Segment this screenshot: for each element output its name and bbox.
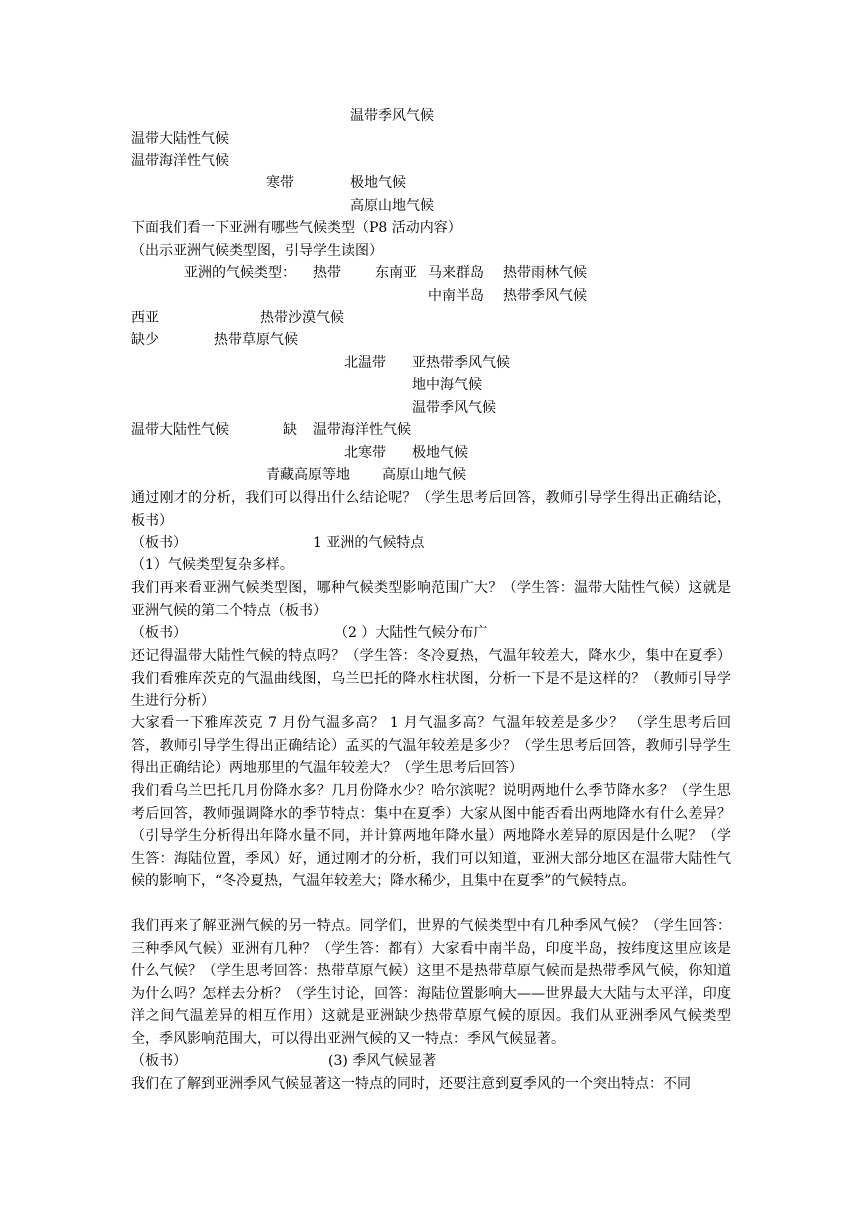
board-heading: 1 亚洲的气候特点 [313,535,425,551]
climate-line: 热带沙漠气候 [260,310,344,326]
climate-line: 温带季风气候 [412,400,496,416]
paragraph: 大家看一下雅库茨克 7 月份气温多高？ 1 月气温多高？气温年较差是多少？ （学生思考后回答，教师引导学生得出正确结论）孟买的气温年较差是多少？（学生思考后回答，教师引导学生得出正确结论）两地那里的气温年较差大？（学生思考后回答） [131,715,731,776]
board-heading: (3) 季风气候显著 [328,1053,437,1069]
climate-line: 高原山地气候 [382,467,466,483]
board-label: （板书） [131,535,187,551]
region-label: 缺少 [131,332,159,348]
paragraph: 我们再来看亚洲气候类型图，哪种气候类型影响范围广大？（学生答：温带大陆性气候）这就是亚洲气候的第二个特点（板书） [131,580,731,619]
paragraph: 我们再来了解亚洲气候的另一特点。同学们，世界的气候类型中有几种季风气候？（学生回答：三种季风气候）亚洲有几种？（学生答：都有）大家看中南半岛，印度半岛，按纬度这里应该是什么气候？（学生思考回答：热带草原气候）这里不是热带草原气候而是热带季风气候，你知道为什么吗？怎样去分析？（学生讨论，回答：海陆位置影响大——世界最大大陆与太平洋，印度洋之间气温差异的相互作用）这就是亚洲缺少热带草原气候的原因。我们从亚洲季风气候类型全，季风影响范围大，可以得出亚洲气候的又一特点：季风气候显著。 [131,918,731,1047]
zone-label: 北温带 [344,355,386,371]
climate-line: 热带草原气候 [214,332,298,348]
climate-line: 温带大陆性气候 [131,131,229,147]
climate-line: 地中海气候 [412,377,482,393]
zone-label: 北寒带 [344,445,386,461]
climate-line: 热带季风气候 [503,288,587,304]
board-label: （板书） [131,625,187,641]
region-label: 马来群岛 [428,265,484,281]
climate-line: 极地气候 [412,445,468,461]
list-heading: 亚洲的气候类型： [184,265,296,281]
climate-line: 温带海洋性气候 [313,422,411,438]
board-label: （板书） [131,1053,187,1069]
text-line: 下面我们看一下亚洲有哪些气候类型（P8 活动内容） [131,220,462,236]
paragraph: 通过刚才的分析，我们可以得出什么结论呢？（学生思考后回答，教师引导学生得出正确结论，板书） [131,490,731,529]
climate-line: 亚热带季风气候 [412,355,510,371]
region-label: 西亚 [131,310,159,326]
climate-line: 温带海洋性气候 [131,153,229,169]
paragraph: 我们看乌兰巴托几月份降水多？几月份降水少？哈尔滨呢？说明两地什么季节降水多？（学生思考后回答，教师强调降水的季节特点：集中在夏季）大家从图中能否看出两地降水有什么差异？（引导学生分析得出年降水量不同，并计算两地年降水量）两地降水差异的原因是什么呢？（学生答：海陆位置，季风）好，通过刚才的分析，我们可以知道，亚洲大部分地区在温带大陆性气候的影响下，“冬冷夏热，气温年较差大；降水稀少，且集中在夏季”的气候特点。 [131,783,731,889]
paragraph: 还记得温带大陆性气候的特点吗？（学生答：冬冷夏热，气温年较差大，降水少，集中在夏季）我们看雅库茨克的气温曲线图，乌兰巴托的降水柱状图，分析一下是不是这样的？（教师引导学生进行分析） [131,648,731,709]
climate-line: 极地气候 [350,175,406,191]
climate-line: 高原山地气候 [350,198,434,214]
climate-line: 温带季风气候 [350,108,434,124]
region-label: 中南半岛 [428,288,484,304]
region-label: 青藏高原等地 [266,467,350,483]
zone-label: 热带 [313,265,341,281]
region-label: 缺 [283,422,297,438]
text-line: （1）气候类型复杂多样。 [131,557,294,573]
board-heading: （2 ）大陆性气候分布广 [334,625,488,641]
region-label: 东南亚 [375,265,417,281]
climate-line: 热带雨林气候 [503,265,587,281]
text-line: 我们在了解到亚洲季风气候显著这一特点的同时，还要注意到夏季风的一个突出特点：不同 [131,1076,691,1092]
text-line: （出示亚洲气候类型图，引导学生读图） [131,243,383,259]
zone-label: 寒带 [266,175,294,191]
climate-line: 温带大陆性气候 [131,422,229,438]
